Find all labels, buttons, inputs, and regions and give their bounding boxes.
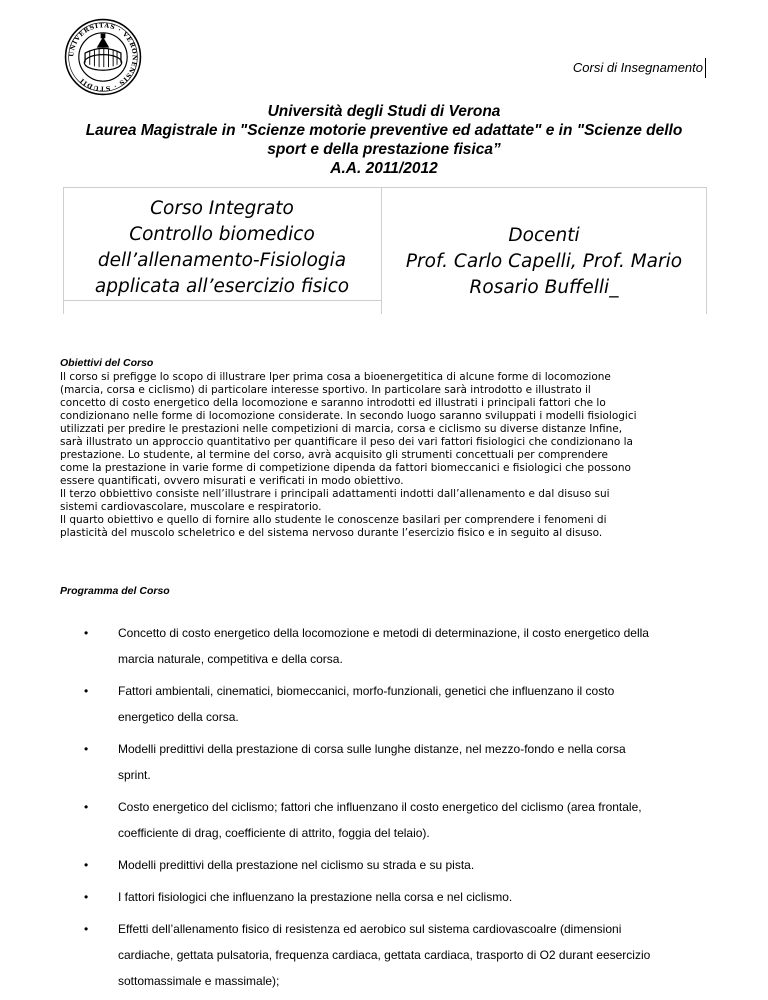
objectives-line: sarà illustrato un approccio quantitativo per quantificare il peso dei vari fattori fisiologici che condizionano la [60,436,633,448]
objectives-line: Il corso si prefigge lo scopo di illustrare lper prima cosa a bioenergetitica di alcune forme di locomozione [60,371,611,383]
objectives-line: sistemi cardiovascolare, muscolare e respiratorio. [60,501,322,513]
instructors-line: Rosario Buffelli_ [469,277,619,298]
objectives-line: essere quantificati, ovvero misurati e verificati in modo obiettivo. [60,475,404,487]
objectives-line: come la prestazione in varie forme di competizione dipenda da fattori biomeccanici e fisiologici che possono [60,462,631,474]
instructors-heading: Docenti [508,225,580,246]
course-name-line: dell’allenamento-Fisiologia [97,250,347,271]
course-info-table [63,187,707,314]
list-item [60,884,710,910]
bullet-icon: • [84,858,89,872]
list-item-text: cardiache, gettata pulsatoria, frequenza cardiaca, gettata cardiaca, trasporto di O2 durant eesercizio [118,948,651,962]
list-item-text: energetico della corsa. [118,710,239,724]
course-name-line: applicata all’esercizio fisico [94,276,350,297]
list-item-text: Modelli predittivi della prestazione nel ciclismo su strada e su pista. [118,858,475,872]
degree-line-2: sport e della prestazione fisica” [267,141,501,158]
list-item-text: Effetti dell’allenamento fisico di resistenza ed aerobico sul sistema cardiovascoalre (dimensioni [118,922,622,936]
bullet-icon: • [84,626,89,640]
bullet-icon: • [84,922,89,936]
instructors-line: Prof. Carlo Capelli, Prof. Mario [405,251,683,272]
list-item [60,736,710,788]
instructors-cell [381,223,707,301]
objectives-line: Il quarto obiettivo e quello di fornire allo studente le conoscenze basilari per comprendere i fenomeni di [60,514,607,526]
objectives-line: concetto di costo energetico della locomozione e saranno introdotti ed illustrati i principali fattori che lo [60,397,606,409]
objectives-line: (marcia, corsa e ciclismo) di particolare interesse sportivo. In particolare sarà introdotto e illustrato il [60,384,591,396]
bullet-icon: • [84,742,89,756]
list-item [60,620,710,672]
document-title [60,102,708,178]
academic-year: A.A. 2011/2012 [330,160,438,177]
section-label: Corsi di Insegnamento [572,60,703,75]
objectives-line: utilizzati per predire le prestazioni nelle competizioni di marcia, corsa e ciclismo su diverse distanze Infine, [60,423,623,435]
objectives-paragraph [60,371,708,540]
list-item-text: coefficiente di drag, coefficiente di attrito, foggia del telaio). [118,826,430,840]
header-divider [705,58,706,78]
list-item-text: I fattori fisiologici che influenzano la prestazione nella corsa e nel ciclismo. [118,890,513,904]
table-border-bottom [63,300,381,301]
objectives-line: condizionano nelle forme di locomozione considerate. In secondo luogo saranno sviluppati i modelli fisiologici [60,410,637,422]
university-seal-logo [64,18,142,96]
course-name-line: Controllo biomedico [129,224,315,245]
list-item [60,794,710,846]
degree-line-1: Laurea Magistrale in "Scienze motorie preventive ed adattate" e in "Scienze dello [85,122,683,139]
list-item-text: sottomassimale e massimale); [118,974,280,988]
objectives-heading: Obiettivi del Corso [60,357,154,369]
list-item [60,916,710,994]
program-list [60,620,710,1000]
bullet-icon: • [84,800,89,814]
list-item [60,678,710,730]
seal-text: UNIVERSITAS · VERONENSIS · STUDII [68,22,138,92]
bullet-icon: • [84,890,89,904]
list-item-text: marcia naturale, competitiva e della corsa. [118,652,343,666]
objectives-line: Il terzo obbiettivo consiste nell’illustrare i principali adattamenti indotti dall’allenamento e dal disuso sui [60,488,610,500]
objectives-line: plasticità del muscolo scheletrico e del sistema nervoso durante l’esercizio fisico e in seguito al disuso. [60,527,603,539]
list-item-text: Costo energetico del ciclismo; fattori che influenzano il costo energetico del ciclismo (area frontale, [118,800,642,814]
list-item-text: Fattori ambientali, cinematici, biomeccanici, morfo-funzionali, genetici che influenzano il costo [118,684,615,698]
course-name-line: Corso Integrato [150,198,294,219]
list-item-text: sprint. [118,768,151,782]
university-name: Università degli Studi di Verona [267,103,501,120]
list-item-text: Modelli predittivi della prestazione di corsa sulle lunghe distanze, nel mezzo-fondo e nella corsa [118,742,626,756]
course-name-cell [63,196,381,300]
list-item-text: Concetto di costo energetico della locomozione e metodi di determinazione, il costo energetico della [118,626,649,640]
bullet-icon: • [84,684,89,698]
list-item [60,852,710,878]
objectives-line: prestazione. Lo studente, al termine del corso, avrà acquisito gli strumenti concettuali per comprendere [60,449,608,461]
program-heading: Programma del Corso [60,585,170,597]
